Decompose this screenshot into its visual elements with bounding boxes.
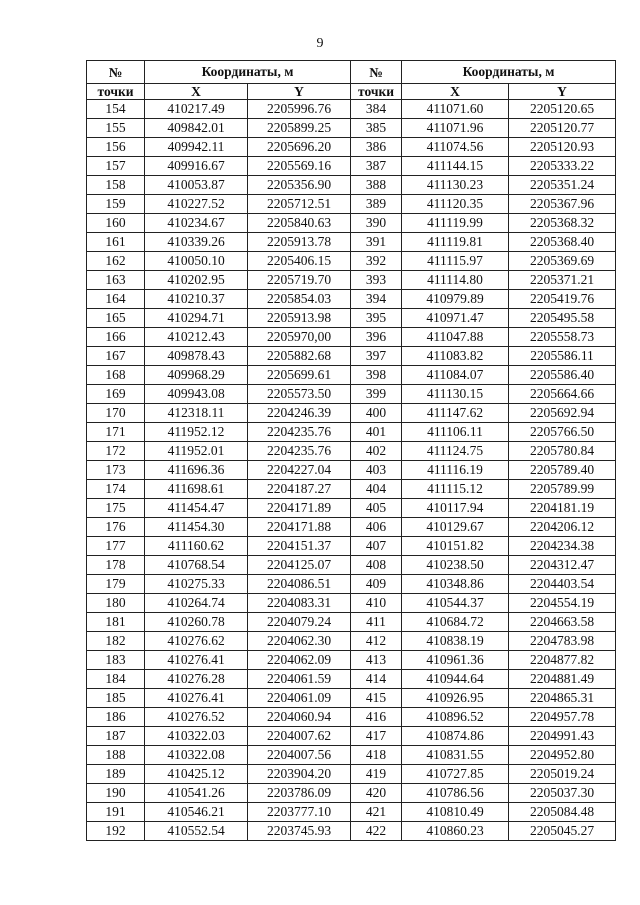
coord-y: 2204246.39 [248,404,351,423]
coord-y: 2205996.76 [248,100,351,119]
coord-y: 2205356.90 [248,176,351,195]
coord-y: 2205699.61 [248,366,351,385]
coord-y: 2204086.51 [248,575,351,594]
coord-x: 410264.74 [145,594,248,613]
coord-x: 410276.28 [145,670,248,689]
coord-y: 2204877.82 [509,651,616,670]
table-row [87,347,616,366]
coord-y: 2205854.03 [248,290,351,309]
coord-x: 411116.19 [402,461,509,480]
table-row [87,594,616,613]
table-row [87,442,616,461]
coord-x: 410234.67 [145,214,248,233]
coord-x: 410238.50 [402,556,509,575]
point-number: 164 [87,290,145,309]
point-number: 407 [351,537,402,556]
table-row [87,404,616,423]
table-row [87,708,616,727]
coord-y: 2204007.56 [248,746,351,765]
coord-x: 411119.99 [402,214,509,233]
coord-x: 410212.43 [145,328,248,347]
coord-x: 410053.87 [145,176,248,195]
point-number: 169 [87,385,145,404]
coordinates-table [86,60,616,841]
coord-x: 410768.54 [145,556,248,575]
coord-y: 2204952.80 [509,746,616,765]
coord-y: 2205419.76 [509,290,616,309]
point-number: 408 [351,556,402,575]
coord-x: 411114.80 [402,271,509,290]
point-number: 185 [87,689,145,708]
point-number: 419 [351,765,402,784]
table-row [87,537,616,556]
table-row [87,195,616,214]
point-number: 385 [351,119,402,138]
point-number: 175 [87,499,145,518]
coord-x: 409916.67 [145,157,248,176]
coord-y: 2205371.21 [509,271,616,290]
point-number: 403 [351,461,402,480]
coord-y: 2205586.11 [509,347,616,366]
coord-x: 409943.08 [145,385,248,404]
point-number: 174 [87,480,145,499]
table-row [87,176,616,195]
coord-y: 2204125.07 [248,556,351,575]
coord-y: 2205406.15 [248,252,351,271]
table-row [87,499,616,518]
coord-x: 410322.03 [145,727,248,746]
point-number: 192 [87,822,145,841]
point-number: 392 [351,252,402,271]
table-row [87,366,616,385]
point-number: 160 [87,214,145,233]
coord-x: 410217.49 [145,100,248,119]
coord-x: 411071.96 [402,119,509,138]
table-row [87,727,616,746]
coord-x: 410275.33 [145,575,248,594]
coord-y: 2204062.09 [248,651,351,670]
coord-x: 411083.82 [402,347,509,366]
coord-y: 2205719.70 [248,271,351,290]
coord-y: 2205692.94 [509,404,616,423]
point-number: 422 [351,822,402,841]
coord-y: 2205369.69 [509,252,616,271]
coord-x: 411074.56 [402,138,509,157]
coord-x: 410961.36 [402,651,509,670]
coord-y: 2205664.66 [509,385,616,404]
point-number: 167 [87,347,145,366]
table-row [87,822,616,841]
point-number: 166 [87,328,145,347]
coord-x: 411120.35 [402,195,509,214]
table-row [87,765,616,784]
coord-x: 410276.62 [145,632,248,651]
coord-y: 2204554.19 [509,594,616,613]
coord-y: 2205789.40 [509,461,616,480]
point-number: 411 [351,613,402,632]
coord-y: 2205368.32 [509,214,616,233]
point-number: 417 [351,727,402,746]
point-number: 182 [87,632,145,651]
point-number: 412 [351,632,402,651]
coord-y: 2205789.99 [509,480,616,499]
coord-x: 410322.08 [145,746,248,765]
coord-x: 410684.72 [402,613,509,632]
table-row [87,575,616,594]
coord-y: 2204187.27 [248,480,351,499]
point-number: 391 [351,233,402,252]
coord-y: 2205558.73 [509,328,616,347]
point-number: 410 [351,594,402,613]
table-row [87,670,616,689]
coord-y: 2205120.93 [509,138,616,157]
table-body [87,100,616,841]
coord-x: 411454.30 [145,518,248,537]
coord-x: 411952.12 [145,423,248,442]
point-number: 170 [87,404,145,423]
coord-y: 2203745.93 [248,822,351,841]
coord-x: 411115.97 [402,252,509,271]
coord-y: 2205045.27 [509,822,616,841]
coord-x: 411119.81 [402,233,509,252]
coord-x: 410838.19 [402,632,509,651]
coord-y: 2204061.59 [248,670,351,689]
point-number: 155 [87,119,145,138]
coord-y: 2205586.40 [509,366,616,385]
point-number: 158 [87,176,145,195]
point-number: 409 [351,575,402,594]
coord-x: 410860.23 [402,822,509,841]
table-row [87,784,616,803]
coord-x: 410541.26 [145,784,248,803]
coord-y: 2204079.24 [248,613,351,632]
table-row [87,233,616,252]
header-no: № [351,61,402,84]
coord-y: 2205495.58 [509,309,616,328]
table-row [87,689,616,708]
coord-x: 410050.10 [145,252,248,271]
coord-x: 410926.95 [402,689,509,708]
coord-y: 2205913.78 [248,233,351,252]
coord-x: 409942.11 [145,138,248,157]
coord-x: 410151.82 [402,537,509,556]
coord-x: 410971.47 [402,309,509,328]
coord-y: 2203786.09 [248,784,351,803]
coord-x: 410339.26 [145,233,248,252]
coord-y: 2205569.16 [248,157,351,176]
coord-y: 2203904.20 [248,765,351,784]
coord-y: 2204312.47 [509,556,616,575]
point-number: 180 [87,594,145,613]
coord-y: 2204783.98 [509,632,616,651]
coord-x: 409842.01 [145,119,248,138]
coord-x: 411144.15 [402,157,509,176]
coord-y: 2204227.04 [248,461,351,480]
table-row [87,803,616,822]
coord-x: 410276.52 [145,708,248,727]
header-y: Y [509,84,616,100]
coord-x: 412318.11 [145,404,248,423]
header-coordinates: Координаты, м [402,61,616,84]
point-number: 384 [351,100,402,119]
coord-y: 2204181.19 [509,499,616,518]
table-row [87,252,616,271]
coord-x: 410544.37 [402,594,509,613]
coord-y: 2205780.84 [509,442,616,461]
coord-x: 411952.01 [145,442,248,461]
header-point: точки [351,84,402,100]
coord-x: 410227.52 [145,195,248,214]
point-number: 420 [351,784,402,803]
coord-y: 2205367.96 [509,195,616,214]
point-number: 416 [351,708,402,727]
coord-y: 2204061.09 [248,689,351,708]
coord-y: 2204957.78 [509,708,616,727]
point-number: 163 [87,271,145,290]
coord-x: 410129.67 [402,518,509,537]
point-number: 401 [351,423,402,442]
point-number: 418 [351,746,402,765]
point-number: 189 [87,765,145,784]
table-row [87,423,616,442]
coord-y: 2205120.77 [509,119,616,138]
header-no: № [87,61,145,84]
coord-y: 2205084.48 [509,803,616,822]
coord-y: 2204235.76 [248,442,351,461]
table-row [87,556,616,575]
point-number: 398 [351,366,402,385]
table-row [87,157,616,176]
coord-y: 2205899.25 [248,119,351,138]
coord-x: 410944.64 [402,670,509,689]
point-number: 400 [351,404,402,423]
coord-x: 410260.78 [145,613,248,632]
point-number: 187 [87,727,145,746]
point-number: 414 [351,670,402,689]
table-row [87,651,616,670]
point-number: 161 [87,233,145,252]
point-number: 191 [87,803,145,822]
coord-x: 411454.47 [145,499,248,518]
coord-y: 2205019.24 [509,765,616,784]
coord-x: 410546.21 [145,803,248,822]
coord-x: 410786.56 [402,784,509,803]
coord-y: 2204865.31 [509,689,616,708]
coord-x: 411106.11 [402,423,509,442]
coord-x: 410896.52 [402,708,509,727]
coord-y: 2205368.40 [509,233,616,252]
coord-x: 410979.89 [402,290,509,309]
point-number: 186 [87,708,145,727]
coord-y: 2204663.58 [509,613,616,632]
table-row [87,138,616,157]
point-number: 389 [351,195,402,214]
point-number: 395 [351,309,402,328]
header-y: Y [248,84,351,100]
point-number: 188 [87,746,145,765]
coord-y: 2204062.30 [248,632,351,651]
coord-x: 410874.86 [402,727,509,746]
point-number: 159 [87,195,145,214]
coord-y: 2205351.24 [509,176,616,195]
coord-y: 2205573.50 [248,385,351,404]
table-row [87,214,616,233]
coord-y: 2205970,00 [248,328,351,347]
table-row [87,480,616,499]
point-number: 183 [87,651,145,670]
point-number: 405 [351,499,402,518]
coord-x: 410202.95 [145,271,248,290]
point-number: 157 [87,157,145,176]
coord-y: 2203777.10 [248,803,351,822]
coord-x: 411160.62 [145,537,248,556]
coord-x: 411696.36 [145,461,248,480]
coord-x: 411084.07 [402,366,509,385]
coord-x: 410276.41 [145,689,248,708]
coord-x: 409968.29 [145,366,248,385]
point-number: 162 [87,252,145,271]
coord-x: 411130.15 [402,385,509,404]
coord-x: 410727.85 [402,765,509,784]
header-x: X [402,84,509,100]
coord-x: 411147.62 [402,404,509,423]
coord-x: 411130.23 [402,176,509,195]
coord-y: 2204151.37 [248,537,351,556]
table-row [87,100,616,119]
coord-y: 2205712.51 [248,195,351,214]
point-number: 396 [351,328,402,347]
point-number: 165 [87,309,145,328]
point-number: 176 [87,518,145,537]
point-number: 190 [87,784,145,803]
coord-y: 2205120.65 [509,100,616,119]
coord-x: 410117.94 [402,499,509,518]
coord-y: 2205333.22 [509,157,616,176]
coord-x: 410294.71 [145,309,248,328]
table-row [87,613,616,632]
coord-y: 2204206.12 [509,518,616,537]
coord-y: 2204171.89 [248,499,351,518]
coord-x: 409878.43 [145,347,248,366]
point-number: 394 [351,290,402,309]
point-number: 399 [351,385,402,404]
coord-x: 410348.86 [402,575,509,594]
point-number: 173 [87,461,145,480]
coord-y: 2204881.49 [509,670,616,689]
coord-x: 411115.12 [402,480,509,499]
coord-x: 410552.54 [145,822,248,841]
point-number: 156 [87,138,145,157]
coord-x: 411071.60 [402,100,509,119]
coord-y: 2204235.76 [248,423,351,442]
coord-x: 411698.61 [145,480,248,499]
header-x: X [145,84,248,100]
point-number: 421 [351,803,402,822]
coord-x: 411047.88 [402,328,509,347]
page-number: 9 [316,36,324,51]
point-number: 406 [351,518,402,537]
coord-x: 410810.49 [402,803,509,822]
coord-x: 410210.37 [145,290,248,309]
point-number: 177 [87,537,145,556]
point-number: 179 [87,575,145,594]
point-number: 402 [351,442,402,461]
table-row [87,328,616,347]
coord-y: 2205840.63 [248,214,351,233]
point-number: 387 [351,157,402,176]
header-point: точки [87,84,145,100]
coord-y: 2204060.94 [248,708,351,727]
table-row [87,290,616,309]
coord-y: 2205913.98 [248,309,351,328]
coord-x: 410276.41 [145,651,248,670]
coord-y: 2204403.54 [509,575,616,594]
coord-y: 2205696.20 [248,138,351,157]
coord-y: 2205037.30 [509,784,616,803]
point-number: 168 [87,366,145,385]
table-row [87,461,616,480]
point-number: 386 [351,138,402,157]
coord-y: 2204991.43 [509,727,616,746]
point-number: 184 [87,670,145,689]
point-number: 154 [87,100,145,119]
coord-y: 2205766.50 [509,423,616,442]
table-row [87,119,616,138]
point-number: 172 [87,442,145,461]
point-number: 388 [351,176,402,195]
point-number: 413 [351,651,402,670]
table-row [87,309,616,328]
header-coordinates: Координаты, м [145,61,351,84]
table-row [87,518,616,537]
point-number: 404 [351,480,402,499]
point-number: 390 [351,214,402,233]
point-number: 178 [87,556,145,575]
coord-y: 2204171.88 [248,518,351,537]
point-number: 415 [351,689,402,708]
coord-y: 2204083.31 [248,594,351,613]
point-number: 393 [351,271,402,290]
point-number: 181 [87,613,145,632]
point-number: 171 [87,423,145,442]
coord-x: 410831.55 [402,746,509,765]
table-row [87,385,616,404]
coord-x: 411124.75 [402,442,509,461]
table-row [87,632,616,651]
point-number: 397 [351,347,402,366]
table-row [87,746,616,765]
coord-y: 2204234.38 [509,537,616,556]
table-row [87,271,616,290]
coord-x: 410425.12 [145,765,248,784]
coord-y: 2205882.68 [248,347,351,366]
coord-y: 2204007.62 [248,727,351,746]
